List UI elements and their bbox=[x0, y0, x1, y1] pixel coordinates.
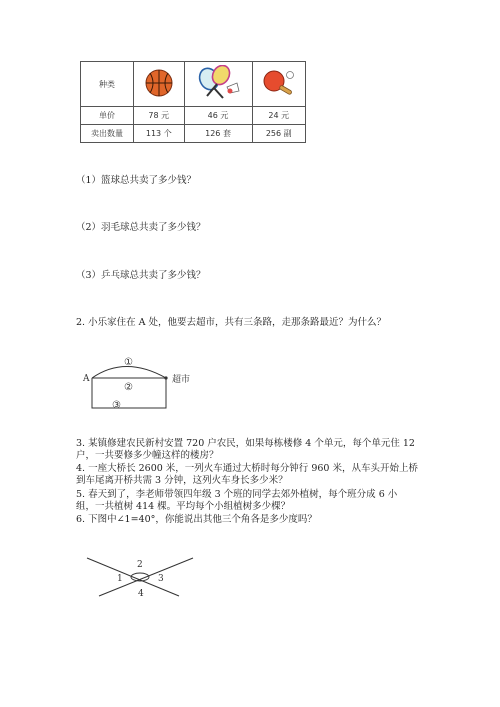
angle-2-label: 2 bbox=[137, 560, 143, 570]
price-basketball: 78 元 bbox=[134, 107, 185, 125]
badminton-cell bbox=[184, 62, 252, 107]
angle-3-label: 3 bbox=[158, 574, 164, 584]
question-3-line-1: 3. 某镇修建农民新村安置 720 户农民，如果每栋楼修 4 个单元，每个单元住 12 bbox=[76, 438, 415, 449]
question-5-line-1: 5. 春天到了，李老师带领四年级 3 个班的同学去郊外植树，每个班分成 6 小 bbox=[76, 489, 398, 500]
route-1-label: ① bbox=[124, 357, 133, 368]
sold-table-tennis: 256 副 bbox=[252, 125, 306, 143]
destination-label: 超市 bbox=[172, 375, 191, 385]
sold-badminton: 126 套 bbox=[184, 125, 252, 143]
sub-question-3: （3）乒乓球总共卖了多少钱？ bbox=[76, 270, 206, 281]
price-badminton: 46 元 bbox=[184, 107, 252, 125]
route-2-label: ② bbox=[124, 382, 133, 393]
header-label: 种类 bbox=[81, 62, 134, 107]
question-3-line-2: 户，一共要修多少幢这样的楼房？ bbox=[76, 450, 219, 461]
question-5-line-2: 组，一共植树 414 棵。平均每个小组植树多少棵？ bbox=[76, 501, 291, 512]
sub-question-2: （2）羽毛球总共卖了多少钱？ bbox=[76, 222, 206, 233]
badminton-icon bbox=[195, 65, 241, 101]
sold-basketball: 113 个 bbox=[134, 125, 185, 143]
angle-diagram bbox=[85, 552, 195, 602]
price-table bbox=[80, 61, 306, 143]
route-diagram bbox=[80, 350, 220, 412]
table-tennis-cell bbox=[252, 62, 306, 107]
basketball-cell bbox=[134, 62, 185, 107]
sub-question-1: （1）篮球总共卖了多少钱？ bbox=[76, 175, 197, 186]
question-6: 6. 下图中∠1=40°，你能说出其他三个角各是多少度吗？ bbox=[76, 514, 317, 525]
angle-4-label: 4 bbox=[138, 589, 144, 599]
route-3-label: ③ bbox=[112, 400, 121, 411]
question-4-line-2: 到车尾离开桥共需 3 分钟，这列火车身长多少米？ bbox=[76, 475, 288, 486]
sold-label: 卖出数量 bbox=[81, 125, 134, 143]
question-4-line-1: 4. 一座大桥长 2600 米，一列火车通过大桥时每分钟行 960 米，从车头开始上桥 bbox=[76, 463, 418, 474]
angle-1-label: 1 bbox=[117, 574, 123, 584]
question-2: 2. 小乐家住在 A 处，他要去超市，共有三条路，走那条路最近？为什么？ bbox=[76, 317, 386, 328]
price-label: 单价 bbox=[81, 107, 134, 125]
point-a-label: A bbox=[83, 374, 90, 384]
table-tennis-icon bbox=[261, 68, 297, 98]
basketball-icon bbox=[142, 67, 176, 99]
price-table-tennis: 24 元 bbox=[252, 107, 306, 125]
